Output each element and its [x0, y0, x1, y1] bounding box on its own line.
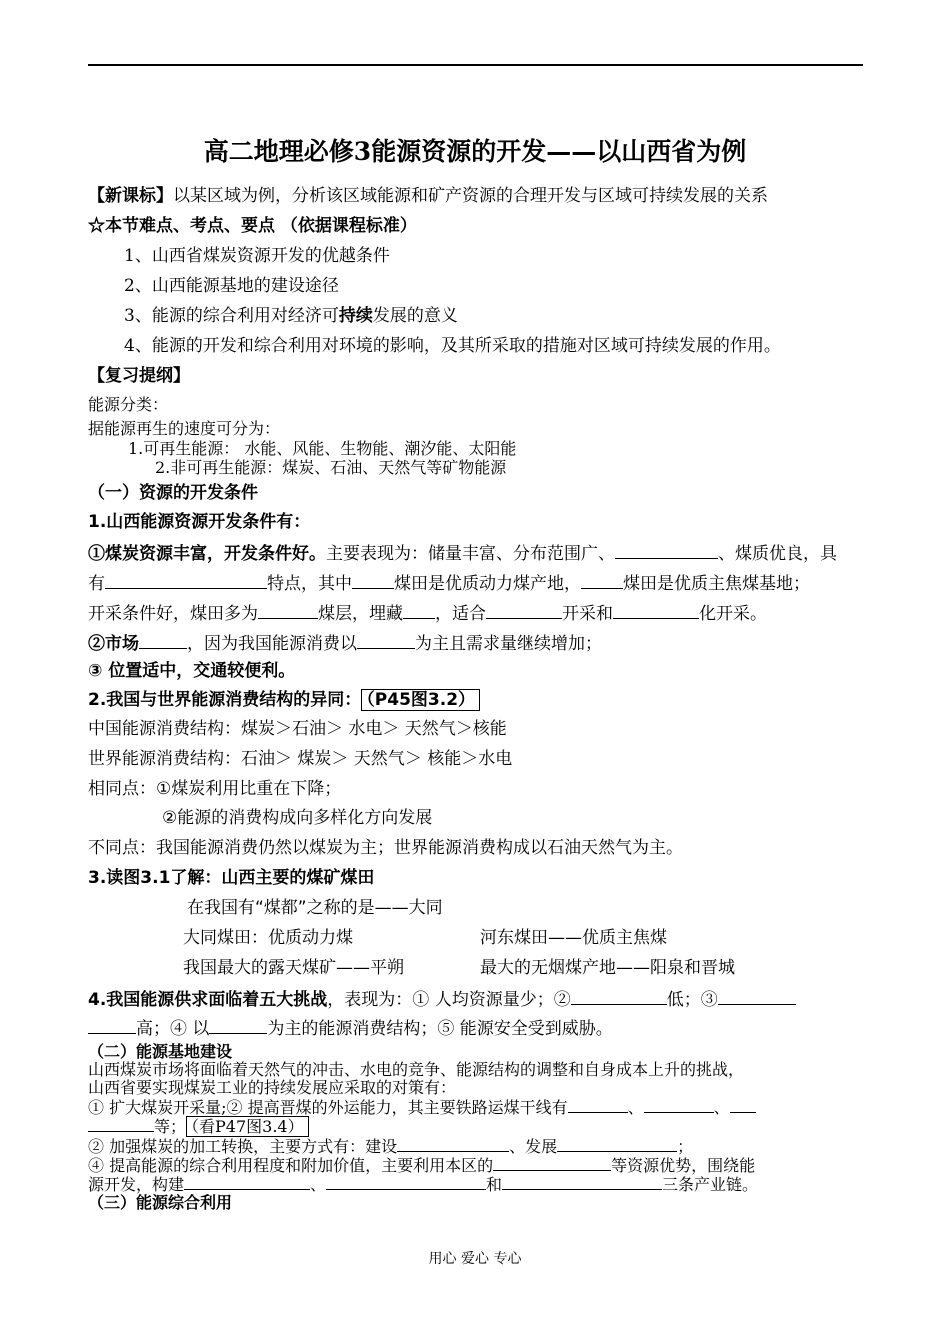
keypoint-3-before: 3、能源的综合利用对经济可	[124, 306, 339, 326]
blank	[615, 542, 718, 559]
blank	[184, 1175, 310, 1190]
measure-4-line-2	[88, 1175, 758, 1194]
blank	[581, 572, 623, 589]
text: ，表现为：① 人均资源量少；②	[327, 990, 571, 1010]
blank	[557, 1137, 677, 1152]
condition-1-line-2	[88, 572, 810, 594]
blank	[105, 572, 267, 589]
text: ；	[677, 1137, 694, 1156]
text: 、	[713, 1098, 730, 1117]
text: 高；④ 以	[136, 1019, 210, 1039]
blank	[493, 1156, 611, 1171]
text: 、发展	[509, 1137, 558, 1156]
question-4-line-2	[88, 1017, 613, 1039]
anthracite: 最大的无烟煤产地——阳泉和晋城	[480, 958, 735, 978]
text: ① 扩大煤炭开采量;② 提高晋煤的外运能力，其主要铁路运煤干线有	[88, 1098, 568, 1117]
same-point-2: ②能源的消费构成向多样化方向发展	[162, 808, 433, 828]
blank	[718, 988, 796, 1005]
text: 煤层，埋藏	[318, 604, 403, 624]
blank	[397, 1137, 509, 1152]
measure-1-line-2	[88, 1117, 309, 1136]
figure-reference: （看P47图3.4）	[186, 1116, 309, 1137]
blank	[486, 602, 562, 619]
blank	[403, 602, 435, 619]
datong: 大同煤田：优质动力煤	[183, 928, 353, 948]
world-structure: 世界能源消费结构：石油＞ 煤炭＞ 天然气＞ 核能＞水电	[88, 749, 513, 769]
text: 三条产业链。	[662, 1175, 759, 1194]
energy-class: 能源分类：	[88, 395, 169, 414]
text: 、	[310, 1175, 327, 1194]
condition-1-end: 、煤质优良，具	[718, 544, 837, 564]
nonrenewable: 2.非可再生能源：煤炭、石油、天然气等矿物能源	[155, 458, 507, 477]
keypoint-3-after: 发展的意义	[372, 306, 458, 326]
blank	[139, 632, 187, 649]
text: 开采和	[562, 604, 613, 624]
text: 等资源优势，围绕能	[611, 1156, 756, 1175]
keypoint-2: 2、山西能源基地的建设途径	[124, 276, 339, 296]
page-title: 高二地理必修3能源资源的开发——以山西省为例	[203, 137, 747, 166]
section-2-heading: （二）能源基地建设	[88, 1042, 233, 1061]
measure-4-line	[88, 1156, 755, 1175]
condition-1-bold: ①煤炭资源丰富，开发条件好。	[88, 544, 326, 564]
figure-reference: （P45图3.2）	[361, 689, 480, 711]
condition-2-line	[88, 632, 602, 654]
china-structure: 中国能源消费结构：煤炭＞石油＞ 水电＞ 天然气＞核能	[88, 719, 507, 739]
blank	[209, 1017, 267, 1034]
curriculum-line	[88, 186, 768, 206]
blank	[88, 1017, 136, 1034]
text: ④ 提高能源的综合利用程度和附加价值，主要利用本区的	[88, 1156, 494, 1175]
blank	[730, 1098, 756, 1113]
difference: 不同点：我国能源消费仍然以煤炭为主；世界能源消费构成以石油天然气为主。	[88, 838, 683, 858]
text: 为主的能源消费结构；⑤ 能源安全受到威胁。	[267, 1019, 613, 1039]
section-2-intro-2: 山西省要实现煤炭工业的持续发展应采取的对策有：	[88, 1078, 457, 1097]
blank	[568, 1098, 628, 1113]
text: 、	[627, 1098, 644, 1117]
review-heading: 【复习提纲】	[88, 366, 190, 386]
question-3: 3.读图3.1了解：山西主要的煤矿煤田	[88, 868, 375, 888]
header-rule	[88, 64, 863, 66]
hedong: 河东煤田——优质主焦煤	[480, 928, 667, 948]
keypoint-4: 4、能源的开发和综合利用对环境的影响，及其所采取的措施对区域可持续发展的作用。	[124, 336, 781, 356]
blank	[502, 1175, 662, 1190]
text: 为主且需求量继续增加；	[415, 634, 602, 654]
section-2-intro-1: 山西煤炭市场将面临着天然气的冲击、水电的竞争、能源结构的调整和自身成本上升的挑战，	[88, 1060, 745, 1079]
text: ，适合	[435, 604, 486, 624]
blank	[88, 1117, 154, 1132]
blank	[357, 632, 415, 649]
keypoints-heading: ☆本节难点、考点、要点 （依据课程标准）	[88, 216, 417, 236]
text: 煤田是优质主焦煤基地；	[623, 574, 810, 594]
pingshuo: 我国最大的露天煤矿——平朔	[183, 958, 404, 978]
measure-1-line	[88, 1098, 756, 1117]
renewable: 1.可再生能源： 水能、风能、生物能、潮汐能、太阳能	[128, 439, 517, 458]
text: 等；	[154, 1117, 187, 1136]
keypoint-3-bold: 持续	[338, 306, 373, 326]
text: 源开发，构建	[88, 1175, 185, 1194]
section-1-heading: （一）资源的开发条件	[88, 483, 258, 503]
coal-capital: 在我国有“煤都”之称的是——大同	[187, 898, 443, 918]
blank	[326, 1175, 486, 1190]
curriculum-text: 以某区域为例，分析该区域能源和矿产资源的合理开发与区域可持续发展的关系	[173, 186, 768, 206]
page-footer: 用心 爱心 专心	[428, 1251, 522, 1267]
text: 特点，其中	[267, 574, 352, 594]
blank	[644, 1098, 714, 1113]
blank	[571, 988, 667, 1005]
curriculum-label: 【新课标】	[88, 186, 173, 206]
question-2	[88, 690, 480, 710]
text: 低；③	[666, 990, 718, 1010]
text: 2.我国与世界能源消费结构的异同：	[88, 690, 362, 710]
condition-1-text: 主要表现为：储量丰富、分布范围广、	[326, 544, 615, 564]
blank	[613, 602, 699, 619]
blank	[258, 602, 318, 619]
text: ②市场	[88, 634, 139, 654]
question-4	[88, 988, 796, 1010]
section-3-heading: （三）能源综合利用	[88, 1193, 233, 1212]
condition-1-line-3	[88, 602, 767, 624]
text: 化开采。	[699, 604, 767, 624]
text: 4.我国能源供求面临着五大挑战	[88, 990, 328, 1010]
question-1: 1.山西能源资源开发条件有：	[88, 512, 311, 532]
text: 和	[486, 1175, 503, 1194]
text: ② 加强煤炭的加工转换，主要方式有：建设	[88, 1137, 398, 1156]
text: 煤田是优质动力煤产地，	[394, 574, 581, 594]
measure-2-line	[88, 1137, 693, 1156]
keypoint-1: 1、山西省煤炭资源开发的优越条件	[124, 246, 390, 266]
blank	[352, 572, 394, 589]
text: ，因为我国能源消费以	[187, 634, 357, 654]
text: 开采条件好，煤田多为	[88, 604, 258, 624]
by-speed: 据能源再生的速度可分为：	[88, 419, 281, 438]
condition-1-line	[88, 542, 837, 564]
same-point-1: 相同点：①煤炭利用比重在下降；	[88, 779, 342, 799]
condition-3-line: ③ 位置适中，交通较便利。	[88, 661, 296, 681]
keypoint-3	[124, 306, 458, 326]
text: 有	[88, 574, 105, 594]
